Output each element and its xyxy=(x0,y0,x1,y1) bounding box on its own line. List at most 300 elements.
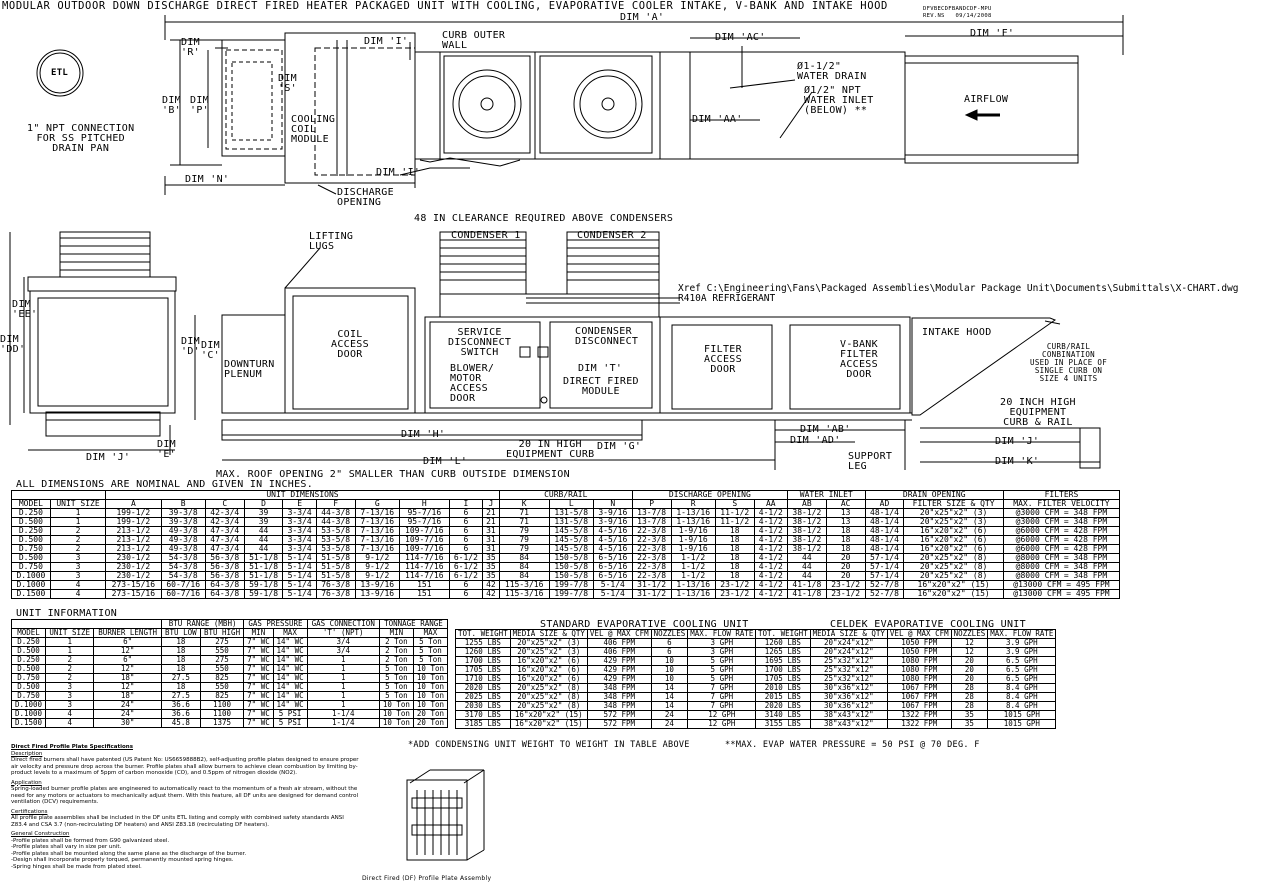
table-row xyxy=(12,683,448,692)
table-cell: 54-3/8 xyxy=(161,554,205,563)
table-cell: 51-1/8 xyxy=(244,572,283,581)
table-cell: 35 xyxy=(951,711,988,720)
table-cell: 14 xyxy=(651,684,688,693)
table-column-header: G xyxy=(355,500,399,509)
table-cell: 18" xyxy=(94,674,162,683)
table-cell: 550 xyxy=(200,683,244,692)
table-cell: 6 xyxy=(449,509,482,518)
table-cell: D.750 xyxy=(12,674,46,683)
table-cell: D.500 xyxy=(12,683,46,692)
table-cell: 6.5 GPH xyxy=(988,666,1056,675)
table-cell: 2010 LBS xyxy=(756,684,811,693)
table-cell: 3 xyxy=(46,701,94,710)
table-cell: 20"x25"x2" (8) xyxy=(510,702,587,711)
table-cell: 1080 FPM xyxy=(887,657,951,666)
condenser1-label: CONDENSER 1 xyxy=(451,230,521,241)
table-cell: 18 xyxy=(715,554,754,563)
table-cell: 22-3/8 xyxy=(632,545,671,554)
spec-block xyxy=(11,744,361,870)
table-cell: 199-1/2 xyxy=(106,509,161,518)
dim-l-label: DIM 'L' xyxy=(423,456,468,467)
table-cell: 42 xyxy=(483,590,500,599)
table-cell: 1 xyxy=(307,656,379,665)
table-cell: 3-3/4 xyxy=(283,536,316,545)
table-cell: D.750 xyxy=(12,545,51,554)
table-column-header: E xyxy=(283,500,316,509)
unit-info-table xyxy=(11,619,448,728)
table-cell: 39 xyxy=(244,518,283,527)
table-cell: 44-3/8 xyxy=(316,509,355,518)
table-cell: 51-1/8 xyxy=(244,554,283,563)
table-cell: 8.4 GPH xyxy=(988,702,1056,711)
table-cell: 71 xyxy=(499,518,549,527)
table-cell: 12" xyxy=(94,683,162,692)
table-cell: 23-1/2 xyxy=(826,590,865,599)
table-cell: 12 xyxy=(951,639,988,648)
table-cell: 114-7/16 xyxy=(399,563,449,572)
table-cell: 4-1/2 xyxy=(754,545,787,554)
table-cell: 7" WC xyxy=(244,647,273,656)
table-cell: 7" WC xyxy=(244,665,273,674)
table-cell: 22-3/8 xyxy=(632,554,671,563)
table-cell: 35 xyxy=(483,572,500,581)
table-cell: 2 xyxy=(46,656,94,665)
table-cell: 10 xyxy=(651,666,688,675)
table-cell: 16"x20"x2" (6) xyxy=(904,545,1003,554)
table-cell: 2015 LBS xyxy=(756,693,811,702)
table-cell: 57-1/4 xyxy=(865,554,904,563)
table-cell: D.500 xyxy=(12,665,46,674)
table-cell: 44 xyxy=(787,554,826,563)
table-cell: 2 xyxy=(46,674,94,683)
table-cell: D.250 xyxy=(12,527,51,536)
table-row xyxy=(12,638,448,647)
dim-ab-label: DIM 'AB' xyxy=(800,424,851,435)
table-cell: 4 xyxy=(46,719,94,728)
table-cell: 20 xyxy=(826,563,865,572)
table-cell: 38"x43"x12" xyxy=(810,711,887,720)
table-group-header: CURB/RAIL xyxy=(499,491,632,500)
table-cell: D.1500 xyxy=(12,590,51,599)
table-cell: 429 FPM xyxy=(587,666,651,675)
table-cell: 30"x36"x12" xyxy=(810,693,887,702)
table-cell: 35 xyxy=(483,554,500,563)
table-cell: 213-1/2 xyxy=(106,536,161,545)
table-cell: @13000 CFM = 495 FPM xyxy=(1003,581,1119,590)
table-cell: 5 GPH xyxy=(688,675,756,684)
table-column-header: MEDIA SIZE & QTY xyxy=(510,630,587,639)
table-cell: 109-7/16 xyxy=(399,536,449,545)
celdek-label: CELDEK EVAPORATIVE COOLING UNIT xyxy=(830,619,1026,630)
table-cell: 51-5/8 xyxy=(316,563,355,572)
table-cell: 7" WC xyxy=(244,701,273,710)
table-cell: D.250 xyxy=(12,638,46,647)
table-column-header: S xyxy=(715,500,754,509)
table-cell: 1-9/16 xyxy=(671,545,715,554)
table-cell: 13-9/16 xyxy=(355,590,399,599)
dim-e-label: DIM 'E' xyxy=(157,439,176,460)
table-column-header: VEL @ MAX CFM xyxy=(887,630,951,639)
table-cell: 42-3/4 xyxy=(205,518,244,527)
table-cell: 14" WC xyxy=(273,638,307,647)
table-cell: 8.4 GPH xyxy=(988,684,1056,693)
equipment-curb-label: 20 IN HIGH EQUIPMENT CURB xyxy=(506,439,595,460)
table-cell: @8000 CFM = 348 FPM xyxy=(1003,563,1119,572)
table-cell: 11-1/2 xyxy=(715,518,754,527)
table-cell: 1 xyxy=(307,674,379,683)
table-cell: 30"x36"x12" xyxy=(810,684,887,693)
nominal-note: ALL DIMENSIONS ARE NOMINAL AND GIVEN IN INCHES. xyxy=(16,479,314,490)
table-cell: 4-1/2 xyxy=(754,554,787,563)
table-cell: 145-5/8 xyxy=(549,527,593,536)
table-cell: 16"x20"x2" (15) xyxy=(904,590,1003,599)
table-cell: 7 GPH xyxy=(688,702,756,711)
table-cell: 18 xyxy=(826,545,865,554)
table-cell: 22-3/8 xyxy=(632,536,671,545)
airflow-label: AIRFLOW xyxy=(964,94,1009,105)
table-cell: 5-1/4 xyxy=(283,590,316,599)
table-cell: 1080 FPM xyxy=(887,666,951,675)
table-column-header: K xyxy=(499,500,549,509)
table-cell: 1067 FPM xyxy=(887,684,951,693)
lifting-lugs-label: LIFTING LUGS xyxy=(309,231,354,252)
table-cell: 47-3/4 xyxy=(205,536,244,545)
vbank-label: V-BANK FILTER ACCESS DOOR xyxy=(840,339,878,380)
table-cell: 18 xyxy=(715,536,754,545)
spec-const-item: -Design shall incorporate properly torqued, permanently mounted spring hinges. xyxy=(11,857,234,863)
table-cell: 22-3/8 xyxy=(632,563,671,572)
table-row xyxy=(456,720,756,729)
table-cell: 52-7/8 xyxy=(865,581,904,590)
table-cell: 38"x43"x12" xyxy=(810,720,887,729)
table-row xyxy=(12,665,448,674)
table-cell: 1015 GPH xyxy=(988,720,1056,729)
table-cell: 7-13/16 xyxy=(355,509,399,518)
table-cell: 42 xyxy=(483,581,500,590)
table-cell: 10 Ton xyxy=(379,710,413,719)
table-cell: 7 GPH xyxy=(688,684,756,693)
table-cell: 572 FPM xyxy=(587,720,651,729)
table-cell: 6-5/16 xyxy=(593,563,632,572)
table-cell: 48-1/4 xyxy=(865,518,904,527)
table-cell: 6 xyxy=(449,536,482,545)
dim-aa-label: DIM 'AA' xyxy=(692,114,743,125)
table-cell: 3 xyxy=(46,683,94,692)
table-cell: 3-3/4 xyxy=(283,518,316,527)
npt-connection-label: 1" NPT CONNECTION FOR SS PITCHED DRAIN PAN xyxy=(27,123,135,154)
table-cell: 38-1/2 xyxy=(787,545,826,554)
table-cell: 6 xyxy=(449,545,482,554)
table-cell: 7" WC xyxy=(244,683,273,692)
table-cell: 79 xyxy=(499,545,549,554)
table-cell: @6000 CFM = 428 FPM xyxy=(1003,536,1119,545)
table-cell: 20"x25"x2" (3) xyxy=(904,518,1003,527)
table-cell: 7 GPH xyxy=(688,693,756,702)
table-cell: 18 xyxy=(715,527,754,536)
table-cell: 406 FPM xyxy=(587,639,651,648)
table-cell: 213-1/2 xyxy=(106,527,161,536)
table-cell: 5 Ton xyxy=(413,638,447,647)
table-cell: 1-1/2 xyxy=(671,572,715,581)
table-cell: 2 Ton xyxy=(379,647,413,656)
table-column-header: D xyxy=(244,500,283,509)
table-cell: @13000 CFM = 495 FPM xyxy=(1003,590,1119,599)
table-cell: 49-3/8 xyxy=(161,536,205,545)
table-cell: 6.5 GPH xyxy=(988,675,1056,684)
table-cell: 825 xyxy=(200,692,244,701)
condensing-note: *ADD CONDENSING UNIT WEIGHT TO WEIGHT IN TABLE ABOVE xyxy=(408,740,690,750)
table-cell: 3-3/4 xyxy=(283,527,316,536)
table-cell: D.1000 xyxy=(12,710,46,719)
dim-h-label: DIM 'H' xyxy=(401,429,446,440)
table-column-header: BTU LOW xyxy=(161,629,200,638)
table-cell: D.500 xyxy=(12,554,51,563)
table-cell: 28 xyxy=(951,702,988,711)
table-cell: 10 Ton xyxy=(413,665,447,674)
table-cell: 3 GPH xyxy=(688,639,756,648)
table-cell: 3170 LBS xyxy=(456,711,511,720)
table-cell: 1 xyxy=(307,665,379,674)
table-column-header: I xyxy=(449,500,482,509)
file-ref-line1: DFVBECDFBANDCDF-MPU xyxy=(923,6,992,12)
table-cell: 3 xyxy=(50,554,105,563)
table-cell: 2 xyxy=(50,545,105,554)
table-cell: @6000 CFM = 428 FPM xyxy=(1003,545,1119,554)
table-cell: 1700 LBS xyxy=(456,657,511,666)
table-cell: 3/4 xyxy=(307,638,379,647)
table-cell: 21 xyxy=(483,509,500,518)
table-cell: 44-3/8 xyxy=(316,518,355,527)
table-column-header: N xyxy=(593,500,632,509)
spec-app-heading: Application xyxy=(11,779,42,786)
table-cell: 18 xyxy=(715,563,754,572)
table-cell: 151 xyxy=(399,581,449,590)
dim-ee-label: DIM 'EE' xyxy=(12,299,38,320)
table-cell: 199-7/8 xyxy=(549,590,593,599)
table-cell: 3-9/16 xyxy=(593,509,632,518)
table-cell: 5 Ton xyxy=(379,665,413,674)
top-view-plan xyxy=(165,12,1123,195)
blower-motor-label: BLOWER/ MOTOR ACCESS DOOR xyxy=(450,363,495,404)
table-cell: 39-3/8 xyxy=(161,518,205,527)
profile-plate-caption: Direct Fired (DF) Profile Plate Assembly xyxy=(362,875,492,882)
table-cell: 18" xyxy=(94,692,162,701)
table-cell: 48-1/4 xyxy=(865,527,904,536)
table-cell: 41-1/8 xyxy=(787,590,826,599)
table-cell: 4-1/2 xyxy=(754,509,787,518)
table-cell: 56-3/8 xyxy=(205,563,244,572)
table-cell: 16"x20"x2" (6) xyxy=(510,666,587,675)
table-cell: 150-5/8 xyxy=(549,572,593,581)
table-cell: 230-1/2 xyxy=(106,563,161,572)
table-cell: D.1000 xyxy=(12,572,51,581)
table-cell: 3.9 GPH xyxy=(988,648,1056,657)
table-cell: 14" WC xyxy=(273,674,307,683)
table-cell: 1 xyxy=(50,518,105,527)
table-cell: 20"x24"x12" xyxy=(810,639,887,648)
table-cell: 7-13/16 xyxy=(355,536,399,545)
dim-g-label: DIM 'G' xyxy=(597,441,642,452)
table-cell: 109-7/16 xyxy=(399,527,449,536)
table-cell: D.250 xyxy=(12,509,51,518)
table-cell: 2 xyxy=(50,536,105,545)
table-cell: 14" WC xyxy=(273,647,307,656)
table-cell: 95-7/16 xyxy=(399,518,449,527)
table-cell: 1695 LBS xyxy=(756,657,811,666)
table-cell: 57-1/4 xyxy=(865,572,904,581)
table-column-header: MODEL xyxy=(12,629,46,638)
support-leg-label: SUPPORT LEG xyxy=(848,451,893,472)
table-cell: 7" WC xyxy=(244,692,273,701)
table-cell: 53-5/8 xyxy=(316,536,355,545)
table-column-header: TOT. WEIGHT xyxy=(756,630,811,639)
table-cell: 12" xyxy=(94,665,162,674)
downturn-plenum-label: DOWNTURN PLENUM xyxy=(224,359,275,380)
table-cell: 230-1/2 xyxy=(106,554,161,563)
table-cell: 48-1/4 xyxy=(865,536,904,545)
table-cell: 1322 FPM xyxy=(887,711,951,720)
table-cell: 150-5/8 xyxy=(549,554,593,563)
table-cell: D.500 xyxy=(12,518,51,527)
table-cell: 14" WC xyxy=(273,683,307,692)
table-cell: 16"x20"x2" (15) xyxy=(510,711,587,720)
table-cell: 76-3/8 xyxy=(316,590,355,599)
table-cell: 28 xyxy=(951,693,988,702)
table-cell: 2 xyxy=(46,665,94,674)
table-cell: 84 xyxy=(499,572,549,581)
table-column-header: MEDIA SIZE & QTY xyxy=(810,630,887,639)
table-cell: 115-3/16 xyxy=(499,590,549,599)
curb-outer-wall-label: CURB OUTER WALL xyxy=(442,30,506,51)
table-column-header: TOT. WEIGHT xyxy=(456,630,511,639)
table-column-header: L xyxy=(549,500,593,509)
table-cell: 28 xyxy=(951,684,988,693)
table-cell: 41-1/8 xyxy=(787,581,826,590)
table-cell: 114-7/16 xyxy=(399,572,449,581)
table-cell: 1322 FPM xyxy=(887,720,951,729)
table-cell: @6000 CFM = 428 FPM xyxy=(1003,527,1119,536)
spec-const-item: -Profile plates shall vary in size per unit. xyxy=(11,844,122,850)
table-group-header: GAS PRESSURE xyxy=(244,620,307,629)
table-cell: 9-1/2 xyxy=(355,572,399,581)
table-cell: 348 FPM xyxy=(587,684,651,693)
table-cell: 44 xyxy=(244,545,283,554)
spec-const-item: -Profile plates shall be mounted along the same plane as the discharge of the burner. xyxy=(11,850,247,857)
table-cell: 1-13/16 xyxy=(671,581,715,590)
table-cell: 20"x25"x2" (8) xyxy=(510,684,587,693)
table-cell: 131-5/8 xyxy=(549,509,593,518)
table-cell: 6" xyxy=(94,638,162,647)
table-column-header: MAX xyxy=(413,629,447,638)
table-cell: 20 Ton xyxy=(413,710,447,719)
table-column-header: AC xyxy=(826,500,865,509)
table-column-header: J xyxy=(483,500,500,509)
table-cell: 1-1/2 xyxy=(671,563,715,572)
table-cell: 5 PSI xyxy=(273,719,307,728)
table-group-header: WATER INLET xyxy=(787,491,865,500)
table-row xyxy=(756,720,1056,729)
table-cell: 20"x25"x2" (3) xyxy=(510,648,587,657)
table-cell: 3 xyxy=(50,563,105,572)
table-cell: 56-3/8 xyxy=(205,554,244,563)
table-cell: 4-1/2 xyxy=(754,572,787,581)
table-cell: 4-5/16 xyxy=(593,545,632,554)
table-cell: 18 xyxy=(161,683,200,692)
table-cell: 21 xyxy=(483,518,500,527)
table-cell: 2 Ton xyxy=(379,638,413,647)
table-cell: 3-3/4 xyxy=(283,509,316,518)
table-cell: 348 FPM xyxy=(587,693,651,702)
table-cell: 51-5/8 xyxy=(316,572,355,581)
spec-desc: Direct fired burners shall have patented (US Patent No: US6659888B2), self-adjusting profile plates designed to ensure proper air velocity and pressure drop across the burner. Profile plates shall allow burners to achieve clean combustion by limiting by-product levels to a maximum of 5ppm of carbon monoxide (CO), and 0.5ppm of nitrogen dioxide (NO2). xyxy=(11,757,359,776)
table-cell: 4-1/2 xyxy=(754,563,787,572)
table-cell: 39-3/8 xyxy=(161,509,205,518)
table-cell: 23-1/2 xyxy=(826,581,865,590)
table-cell: 20"x25"x2" (3) xyxy=(904,509,1003,518)
table-cell: 47-3/4 xyxy=(205,545,244,554)
table-cell: 64-3/8 xyxy=(205,581,244,590)
table-cell: 115-3/16 xyxy=(499,581,549,590)
table-cell: 3.9 GPH xyxy=(988,639,1056,648)
table-cell: 2025 LBS xyxy=(456,693,511,702)
intake-hood-label: INTAKE HOOD xyxy=(922,327,992,338)
table-cell: 60-7/16 xyxy=(161,581,205,590)
table-cell: 31-1/2 xyxy=(632,581,671,590)
table-cell: 1050 FPM xyxy=(887,648,951,657)
table-cell: 1100 xyxy=(200,710,244,719)
table-cell: 1-13/16 xyxy=(671,509,715,518)
table-cell: 4-1/2 xyxy=(754,536,787,545)
table-cell: 10 Ton xyxy=(413,692,447,701)
spec-heading: Direct Fired Profile Plate Specifications xyxy=(11,744,133,750)
table-cell: 550 xyxy=(200,665,244,674)
table-cell: 5-1/4 xyxy=(283,572,316,581)
table-group-header: GAS CONNECTION xyxy=(307,620,379,629)
table-cell: 4-1/2 xyxy=(754,518,787,527)
cooling-coil-label: COOLING COIL MODULE xyxy=(291,114,336,145)
dim-i-label: DIM 'I' xyxy=(364,36,409,47)
table-cell: 1 xyxy=(307,683,379,692)
spec-app: Spring-loaded burner profile plates are engineered to automatically react to the momentum of a fresh air stream, without the need for any motors or actuators to mechanically adjust them. With this feature, all DF units are designed for demand control ventilation (DCV) requirements. xyxy=(11,786,359,805)
spec-cert-heading: Certifications xyxy=(11,808,48,815)
table-cell: 12 GPH xyxy=(688,711,756,720)
table-cell: 429 FPM xyxy=(587,657,651,666)
table-column-header: MIN xyxy=(244,629,273,638)
table-cell: 44 xyxy=(787,572,826,581)
xref-label: Xref C:\Engineering\Fans\Packaged Assemblies\Modular Package Unit\Documents\Submittals\X-CHART.dwg xyxy=(678,283,1239,294)
table-column-header: UNIT SIZE xyxy=(46,629,94,638)
table-cell: 4 xyxy=(46,710,94,719)
table-cell: 10 Ton xyxy=(379,701,413,710)
table-cell: 3140 LBS xyxy=(756,711,811,720)
table-cell: 44 xyxy=(244,527,283,536)
table-cell: 3 GPH xyxy=(688,648,756,657)
dim-d-label: DIM 'D' xyxy=(181,336,200,357)
table-cell: 3-3/4 xyxy=(283,545,316,554)
table-cell: 6-5/16 xyxy=(593,572,632,581)
table-cell: 151 xyxy=(399,590,449,599)
table-cell: 53-5/8 xyxy=(316,545,355,554)
table-cell: 49-3/8 xyxy=(161,545,205,554)
table-cell: 20 Ton xyxy=(413,719,447,728)
table-column-header: FILTER SIZE & QTY xyxy=(904,500,1003,509)
refrigerant-label: R410A REFRIGERANT xyxy=(678,293,776,304)
table-cell: 36.6 xyxy=(161,701,200,710)
table-cell: 4 xyxy=(50,581,105,590)
table-cell: 6 xyxy=(449,518,482,527)
table-cell: 16"x20"x2" (6) xyxy=(904,536,1003,545)
table-header-row xyxy=(12,629,448,638)
